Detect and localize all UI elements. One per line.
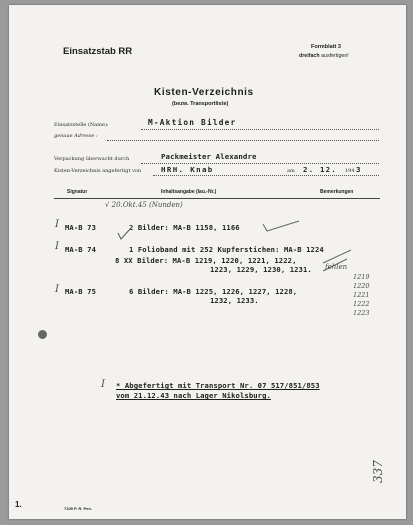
document-title: Kisten-Verzeichnis <box>154 87 254 98</box>
field-value-made-by: HRH. Knab <box>161 165 214 174</box>
row2-signature: MA-B 74 <box>65 245 96 254</box>
footer-marker: 1. <box>15 500 22 509</box>
handwritten-number: 1222 <box>353 300 370 308</box>
handwritten-number: 1223 <box>353 309 370 317</box>
field-label-date: am <box>287 168 295 174</box>
document-page <box>9 5 406 519</box>
punch-hole <box>38 330 47 339</box>
check-mark-icon <box>117 227 133 241</box>
handwritten-number: 1219 <box>353 273 370 281</box>
document-subtitle: (bezw. Transportliste) <box>172 101 229 107</box>
copies-note <box>299 53 349 59</box>
row1-signature: MA-B 73 <box>65 223 96 232</box>
copies-count: dreifach <box>299 53 320 59</box>
dotted-line <box>141 163 379 164</box>
row3-contents-line1: 6 Bilder: MA-B 1225, 1226, 1227, 1228, <box>129 287 298 296</box>
dispatch-line2: vom 21.12.43 nach Lager Nikolsburg. <box>116 391 271 400</box>
handwritten-mark: I <box>101 379 105 390</box>
dotted-line <box>153 175 379 176</box>
copies-label: ausfertigen! <box>321 53 349 59</box>
page-number: 337 <box>371 460 385 483</box>
handwritten-number: 1220 <box>353 282 370 290</box>
handwritten-mark: I <box>55 284 59 295</box>
row3-contents-line2: 1232, 1233. <box>210 296 259 305</box>
field-label-office: Einsatzstelle (Name): <box>54 122 109 128</box>
footer-print-code: 7109 P. R. Pen. <box>64 506 92 511</box>
field-label-address: genaue Adresse : <box>54 133 98 139</box>
row2-contents-line2: 8 XX Bilder: MA-B 1219, 1220, 1221, 1222, <box>115 256 297 265</box>
field-value-packing: Packmeister Alexandre <box>161 152 257 161</box>
row2-contents-line1: 1 Folioband mit 252 Kupferstichen: MA-B 1224 <box>129 245 324 254</box>
column-header-signature: Signatur <box>67 189 88 195</box>
handwritten-number: 1221 <box>353 291 370 299</box>
dotted-line <box>141 129 379 130</box>
handwritten-note: √ 20.Okt.45 (Nunden) <box>105 201 183 209</box>
column-header-remarks: Bemerkungen <box>320 189 354 195</box>
row1-contents: 2 Bilder: MA-B 1158, 1166 <box>129 223 240 232</box>
field-label-made-by: Kisten-Verzeichnis angefertigt von <box>54 168 142 174</box>
handwritten-numbers <box>353 273 370 318</box>
row2-contents-line3: 1223, 1229, 1230, 1231. <box>210 265 312 274</box>
field-label-year: 194 <box>345 168 355 174</box>
form-number: Formblatt 3 <box>311 44 341 50</box>
check-mark-icon <box>261 219 301 235</box>
unit-name: Einsatzstab RR <box>63 46 133 57</box>
row3-signature: MA-B 75 <box>65 287 96 296</box>
handwritten-mark: I <box>55 219 59 230</box>
handwritten-mark: I <box>55 241 59 252</box>
header-rule <box>54 198 380 199</box>
handwritten-remark: fehlen <box>325 263 348 271</box>
field-value-office: M-Aktion Bilder <box>148 118 237 127</box>
column-header-contents: Inhaltsangabe (lau.-Nr.) <box>161 189 217 195</box>
field-value-date: 2. 12. <box>303 165 337 174</box>
field-value-year: 3 <box>356 165 361 174</box>
dispatch-line1: * Abgefertigt mit Transport Nr. 07 517/851/853 <box>116 381 320 390</box>
field-label-packing: Verpackung überwacht durch <box>54 156 130 162</box>
dotted-line <box>107 140 379 141</box>
